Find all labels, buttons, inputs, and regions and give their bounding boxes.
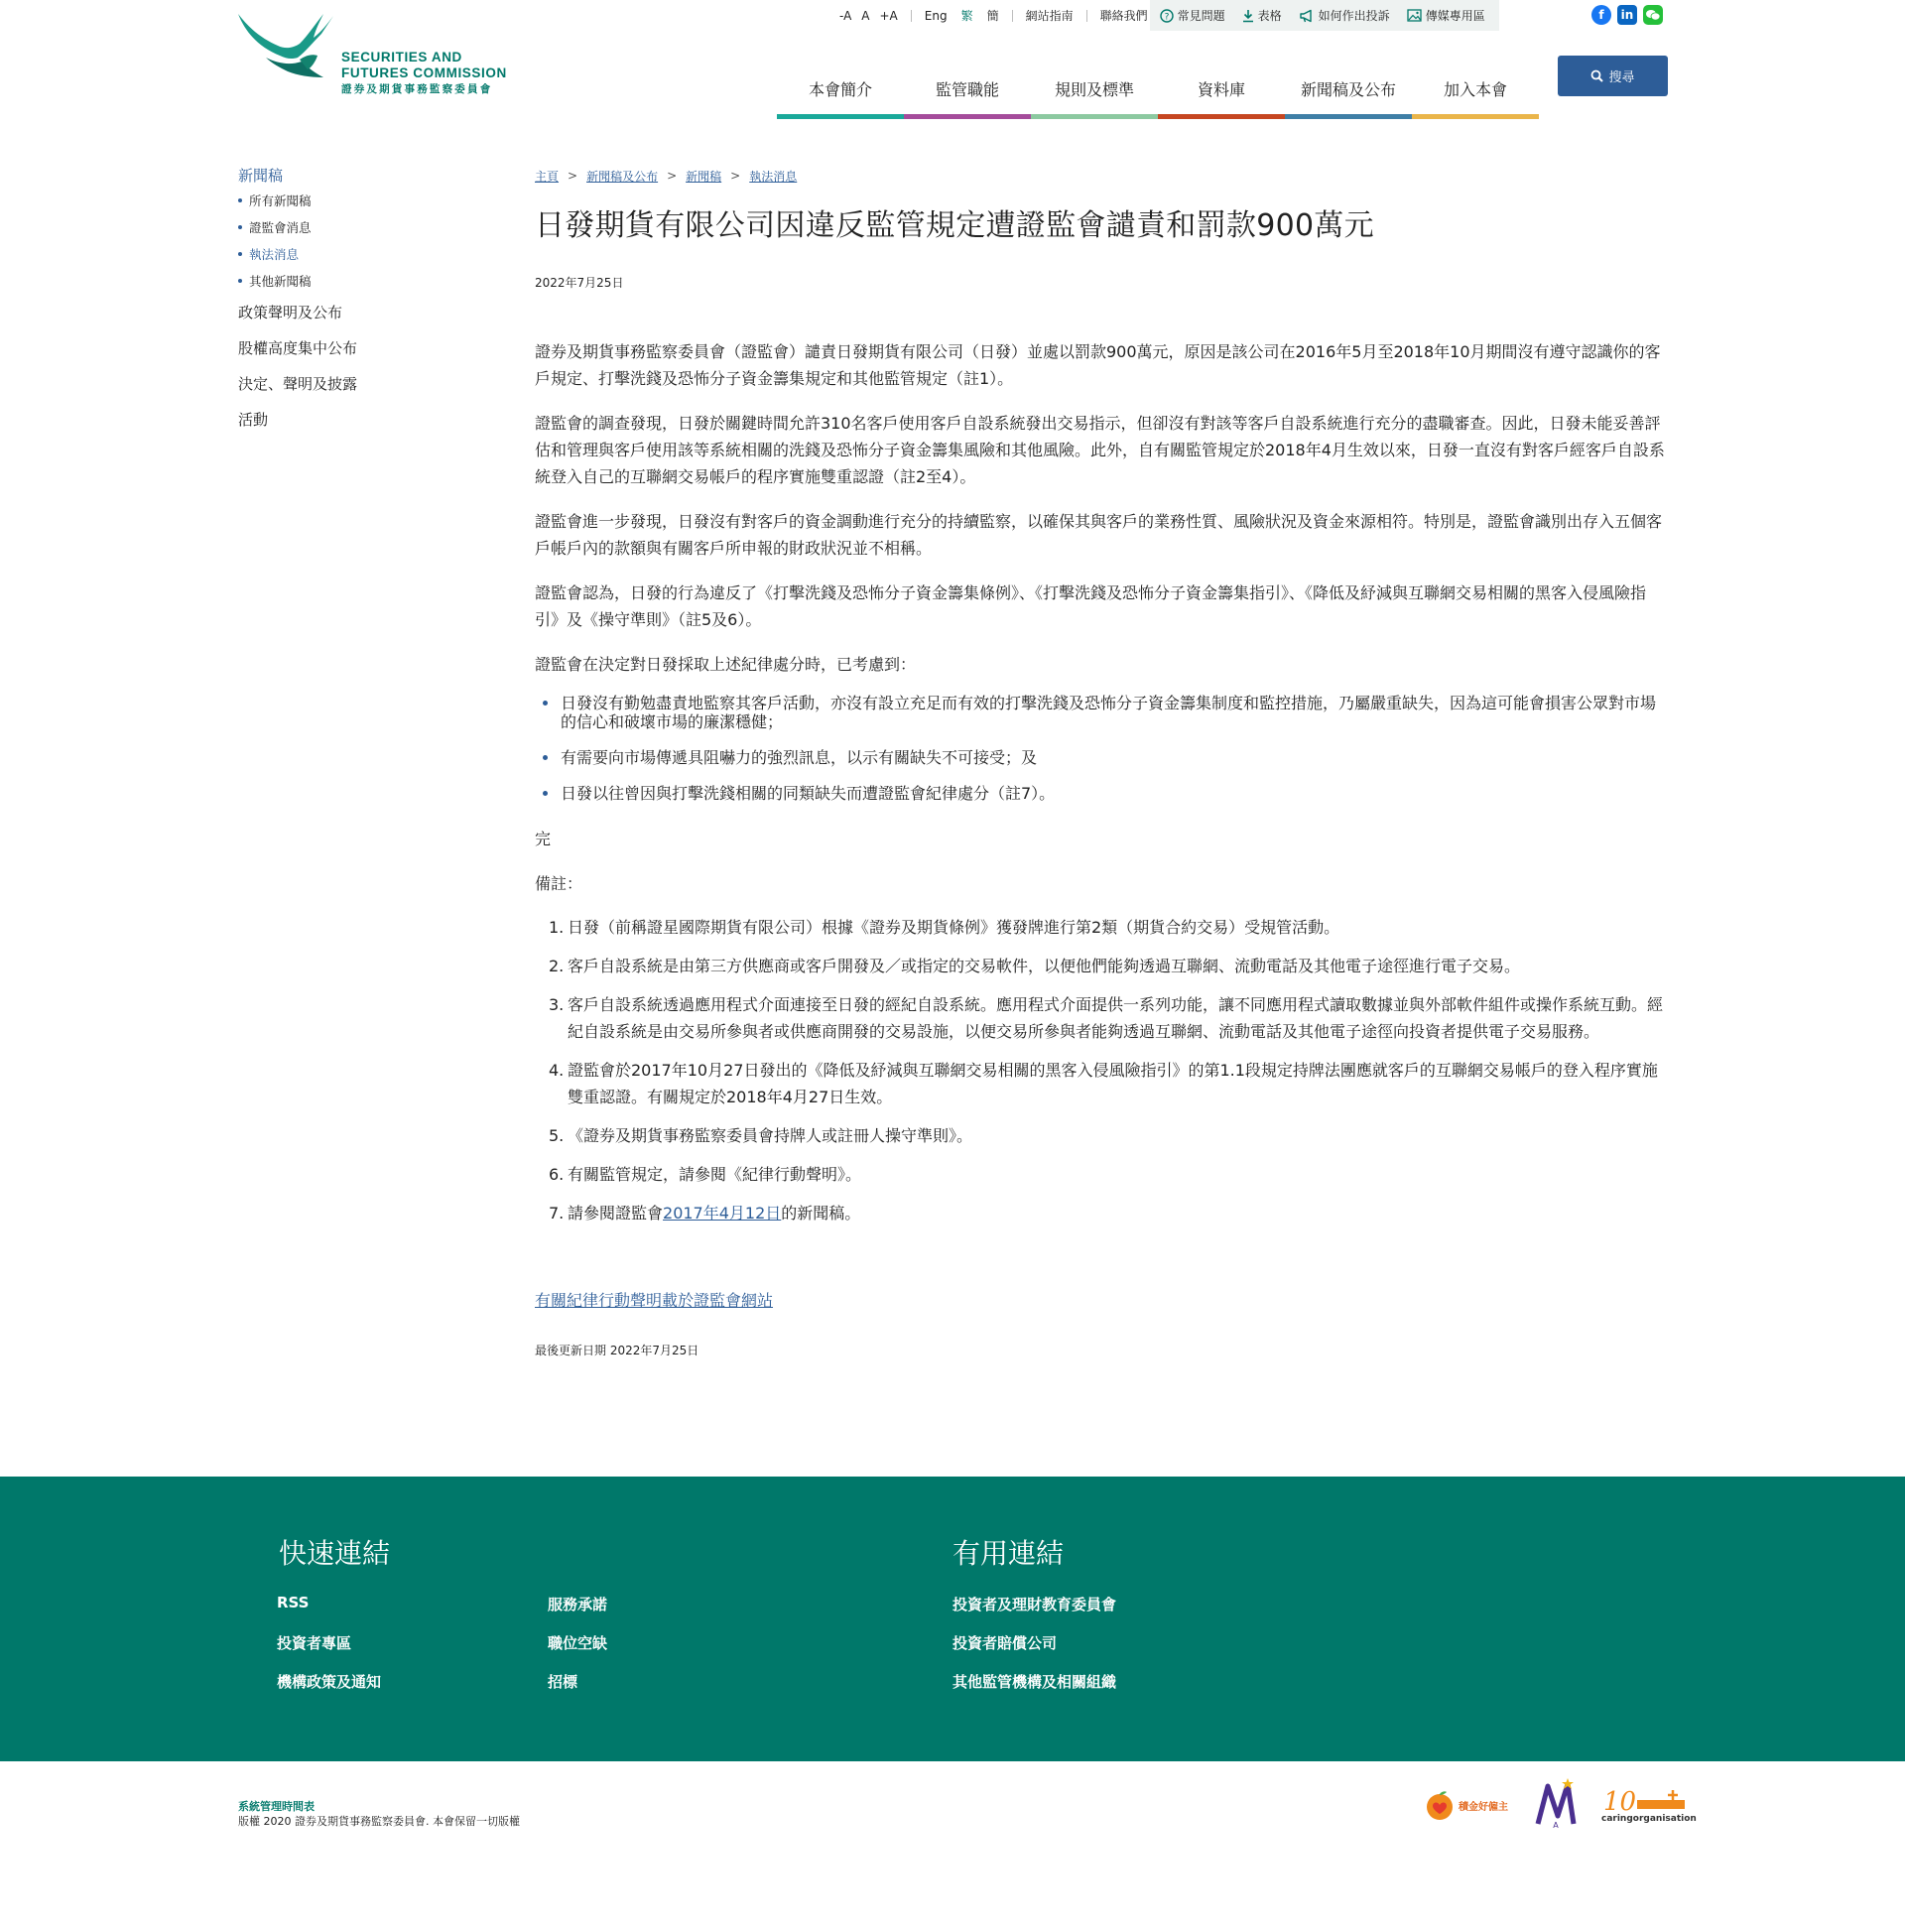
bullet-icon <box>238 279 242 283</box>
note-text: 的新聞稿。 <box>781 1204 861 1223</box>
sidebar-subitem-label: 所有新聞稿 <box>249 193 312 208</box>
note-text: 客戶自設系統是由第三方供應商或客戶開發及／或指定的交易軟件，以便他們能夠透過互聯網、流動電話及其他電子途徑進行電子交易。 <box>568 957 1521 975</box>
eagle-logo-icon <box>236 12 335 83</box>
megaphone-icon <box>1299 9 1315 23</box>
list-item <box>535 748 1668 767</box>
note-item <box>535 991 1668 1045</box>
font-normal-button[interactable]: A <box>861 8 870 23</box>
svg-text:A: A <box>1553 1821 1559 1830</box>
download-icon <box>1242 9 1254 23</box>
chevron-right-icon: > <box>568 169 578 183</box>
sidebar-item-policy[interactable]: 政策聲明及公布 <box>238 304 343 322</box>
note-item <box>535 1122 1668 1149</box>
useful-links-section <box>952 1534 1064 1574</box>
main-content <box>535 167 1668 1358</box>
disciplinary-statement-link[interactable]: 有關紀律行動聲明載於證監會網站 <box>535 1291 774 1310</box>
publish-date: 2022年7月25日 <box>535 276 624 290</box>
article-body <box>535 338 1668 1358</box>
useful-links-title: 有用連結 <box>952 1537 1065 1570</box>
linkedin-icon[interactable]: in <box>1617 5 1637 25</box>
sidebar <box>238 165 456 445</box>
copyright: 版權 2020 證券及期貨事務監察委員會. 本會保留一切版權 <box>238 1815 520 1828</box>
lang-sc-link[interactable]: 簡 <box>986 9 999 23</box>
article-paragraph: 證監會在決定對日發採取上述紀律處分時，已考慮到： <box>535 655 917 674</box>
chevron-right-icon: > <box>730 169 741 183</box>
footer <box>0 1477 1905 1761</box>
svg-text:?: ? <box>1164 12 1170 22</box>
footer-link-investor-zone[interactable]: 投資者專區 <box>277 1634 352 1652</box>
considerations-list <box>535 694 1668 803</box>
utility-bar <box>839 0 1499 31</box>
footer-link-icc[interactable]: 投資者賠償公司 <box>952 1634 1058 1652</box>
note-item <box>535 1200 1668 1226</box>
note-item <box>535 1057 1668 1110</box>
list-item-text: 日發沒有勤勉盡責地監察其客戶活動，亦沒有設立充足而有效的打擊洗錢及恐怖分子資金籌集制度和監控措施，乃屬嚴重缺失，因為這可能會損害公眾對市場的信心和破壞市場的廉潔穩健； <box>561 694 1657 731</box>
logo-en-line1: SECURITIES AND <box>341 50 462 64</box>
bullet-icon <box>543 755 548 760</box>
apple-heart-icon <box>1423 1788 1457 1822</box>
note-text: 請參閱證監會 <box>568 1204 664 1223</box>
nav-item-5[interactable]: 新聞稿及公布 <box>1285 77 1412 119</box>
star-ribbon-icon <box>1532 1776 1578 1830</box>
page-title: 日發期貨有限公司因違反監管規定遭證監會譴責和罰款900萬元 <box>535 208 1374 243</box>
note-number: 5. <box>549 1126 565 1145</box>
faq-label: 常見問題 <box>1177 9 1225 23</box>
note-item <box>535 1161 1668 1188</box>
end-marker: 完 <box>535 830 552 848</box>
main-navigation <box>777 77 1539 119</box>
note-number: 1. <box>549 918 565 937</box>
note-number: 3. <box>549 995 565 1014</box>
sidebar-heading[interactable]: 新聞稿 <box>238 167 284 185</box>
divider <box>911 10 912 22</box>
faq-link[interactable] <box>1160 7 1225 24</box>
sidebar-subitem-enforcement[interactable] <box>238 245 456 263</box>
bullet-icon <box>238 225 242 229</box>
sidebar-subitem-other[interactable] <box>238 272 456 290</box>
image-icon <box>1407 9 1422 22</box>
last-updated: 最後更新日期 2022年7月25日 <box>535 1344 699 1357</box>
note-item <box>535 914 1668 941</box>
divider <box>1012 10 1013 22</box>
note-text: 證監會於2017年10月27日發出的《降低及紓減與互聯網交易相關的黑客入侵風險指引》的第1.1段規定持牌法團應就客戶的互聯網交易帳戶的登入程序實施雙重認證。有關規定於2018年4月27日生效。 <box>568 1061 1658 1106</box>
quick-links-section <box>279 1534 390 1574</box>
breadcrumb-home[interactable]: 主頁 <box>535 169 560 184</box>
breadcrumb-news-announcements[interactable]: 新聞稿及公布 <box>586 169 659 184</box>
footer-link-other-regulators[interactable]: 其他監管機構及相關組織 <box>952 1673 1117 1691</box>
logo-en-line2: FUTURES COMMISSION <box>341 65 507 80</box>
quick-links-title: 快速連結 <box>279 1537 391 1570</box>
sitemap-link[interactable]: 網站指南 <box>1025 9 1074 23</box>
note-text: 客戶自設系統透過應用程式介面連接至日發的經紀自設系統。應用程式介面提供一系列功能，讓不同應用程式讀取數據並與外部軟件組件或操作系統互動。經紀自設系統是由交易所參與者或供應商開發的交易設施，以便交易所參與者能夠透過互聯網、流動電話及其他電子途徑向投資者提供電子交易服務。 <box>568 995 1664 1041</box>
social-links <box>1591 5 1669 25</box>
article-paragraph: 證監會認為，日發的行為違反了《打擊洗錢及恐怖分子資金籌集條例》、《打擊洗錢及恐怖分子資金籌集指引》、《降低及紓減與互聯網交易相關的黑客入侵風險指引》及《操守準則》（註5及6）。 <box>535 583 1647 629</box>
complaint-link[interactable] <box>1299 7 1390 24</box>
footer-link-ifec[interactable]: 投資者及理財教育委員會 <box>952 1596 1117 1613</box>
footer-link-pledge[interactable]: 服務承諾 <box>548 1596 608 1613</box>
divider <box>1086 10 1087 22</box>
quick-tools <box>1150 0 1499 31</box>
article-paragraph: 證券及期貨事務監察委員會（證監會）譴責日發期貨有限公司（日發）並處以罰款900萬元，原因是該公司在2016年5月至2018年10月期間沒有遵守認識你的客戶規定、打擊洗錢及恐怖分子資金籌集規定和其他監管規定（註1）。 <box>535 342 1661 388</box>
press-release-date-link[interactable]: 2017年4月12日 <box>663 1204 782 1223</box>
bullet-icon <box>238 252 242 256</box>
contact-link[interactable]: 聯絡我們 <box>1099 9 1148 23</box>
sidebar-item-concentration[interactable]: 股權高度集中公布 <box>238 339 358 357</box>
sidebar-subitem-label: 執法消息 <box>249 247 300 262</box>
nav-item-4[interactable]: 資料庫 <box>1158 77 1285 119</box>
breadcrumb <box>535 167 1668 185</box>
bottom-bar <box>238 1799 520 1829</box>
complaint-label: 如何作出投訴 <box>1318 9 1390 23</box>
sidebar-subitem-label: 證監會消息 <box>249 220 312 235</box>
chevron-right-icon: > <box>667 169 678 183</box>
sidebar-item-events[interactable]: 活動 <box>238 411 269 429</box>
notes-list <box>535 914 1668 1226</box>
font-size-controls <box>839 9 898 23</box>
award-logos <box>1399 1776 1697 1834</box>
sidebar-subitem-sfc-news[interactable] <box>238 218 456 236</box>
sidebar-subitem-label: 其他新聞稿 <box>249 274 312 289</box>
caring-organisation-logo <box>1601 1786 1697 1824</box>
sidebar-subitem-all[interactable] <box>238 192 456 209</box>
lang-en-link[interactable]: Eng <box>924 8 948 23</box>
media-link[interactable] <box>1407 7 1485 24</box>
note-text: 《證券及期貨事務監察委員會持牌人或註冊人操守準則》。 <box>568 1126 973 1145</box>
font-small-button[interactable]: -A <box>839 8 852 23</box>
manpower-award-logo <box>1532 1776 1578 1834</box>
breadcrumb-news[interactable]: 新聞稿 <box>686 169 722 184</box>
note-number: 7. <box>549 1204 565 1223</box>
facebook-icon[interactable]: f <box>1591 5 1611 25</box>
forms-link[interactable] <box>1242 7 1282 24</box>
note-text: 日發（前稱證星國際期貨有限公司）根據《證券及期貨條例》獲發牌進行第2類（期貨合約交易）受規管活動。 <box>568 918 1340 937</box>
media-label: 傳媒專用區 <box>1425 9 1485 23</box>
article-paragraph: 證監會的調查發現，日發於關鍵時間允許310名客戶使用客戶自設系統發出交易指示，但卻沒有對該等客戶自設系統進行充分的盡職審查。因此，日發未能妥善評估和管理與客戶使用該等系統相關的洗錢及恐怖分子資金籌集風險和其他風險。此外，自有關監管規定於2018年4月生效以來，日發一直沒有對客戶經客戶自設系統登入自己的互聯網交易帳戶的程序實施雙重認證（註2至4）。 <box>535 414 1665 486</box>
award3-text: caringorganisation <box>1601 1814 1697 1824</box>
sfc-logo[interactable] <box>236 12 507 96</box>
nav-item-2[interactable]: 監管職能 <box>904 77 1031 119</box>
note-number: 2. <box>549 957 565 975</box>
footer-link-tenders[interactable]: 招標 <box>548 1673 578 1691</box>
lang-tc-link[interactable]: 繁 <box>960 9 973 23</box>
breadcrumb-enforcement[interactable]: 執法消息 <box>749 169 798 184</box>
search-label: 搜尋 <box>1608 70 1635 85</box>
forms-label: 表格 <box>1257 9 1282 23</box>
note-text: 有關監管規定，請參閱《紀律行動聲明》。 <box>568 1165 862 1184</box>
award1-text: 積金好僱主 <box>1459 1801 1508 1813</box>
font-large-button[interactable]: +A <box>879 8 898 23</box>
list-item-text: 有需要向市場傳遞具阻嚇力的強烈訊息，以示有關缺失不可接受；及 <box>561 748 1038 767</box>
bullet-icon <box>238 198 242 202</box>
search-icon <box>1590 69 1603 82</box>
language-switcher <box>925 7 999 24</box>
bullet-icon <box>543 701 548 706</box>
bullet-icon <box>543 791 548 796</box>
list-item <box>535 694 1668 731</box>
footer-link-rss[interactable]: RSS <box>277 1594 310 1611</box>
article-paragraph: 證監會進一步發現，日發沒有對客戶的資金調動進行充分的持續監察，以確保其與客戶的業務性質、風險狀況及資金來源相符。特別是，證監會識別出存入五個客戶帳戶內的款額與有關客戶所申報的財政狀況並不相稱。 <box>535 512 1663 558</box>
footer-link-vacancies[interactable]: 職位空缺 <box>548 1634 608 1652</box>
wechat-icon[interactable] <box>1643 5 1663 25</box>
nav-item-3[interactable]: 規則及標準 <box>1031 77 1158 119</box>
notes-heading: 備註： <box>535 874 583 893</box>
list-item <box>535 784 1668 803</box>
nav-item-1[interactable]: 本會簡介 <box>777 77 904 119</box>
list-item-text: 日發以往曾因與打擊洗錢相關的同類缺失而遭證監會紀律處分（註7）。 <box>561 784 1056 803</box>
logo-zh: 證券及期貨事務監察委員會 <box>341 83 493 95</box>
search-button[interactable] <box>1558 56 1668 96</box>
system-schedule-link[interactable]: 系統管理時間表 <box>238 1800 315 1813</box>
footer-link-policies[interactable]: 機構政策及通知 <box>277 1673 382 1691</box>
note-number: 6. <box>549 1165 565 1184</box>
note-number: 4. <box>549 1061 565 1080</box>
good-mpf-employer-logo <box>1423 1788 1508 1822</box>
nav-item-6[interactable]: 加入本會 <box>1412 77 1539 119</box>
question-circle-icon <box>1160 9 1174 23</box>
sidebar-item-decisions[interactable]: 決定、聲明及披露 <box>238 375 358 393</box>
note-item <box>535 953 1668 979</box>
caring-logo-icon <box>1601 1786 1687 1816</box>
svg-text:10: 10 <box>1603 1787 1637 1816</box>
